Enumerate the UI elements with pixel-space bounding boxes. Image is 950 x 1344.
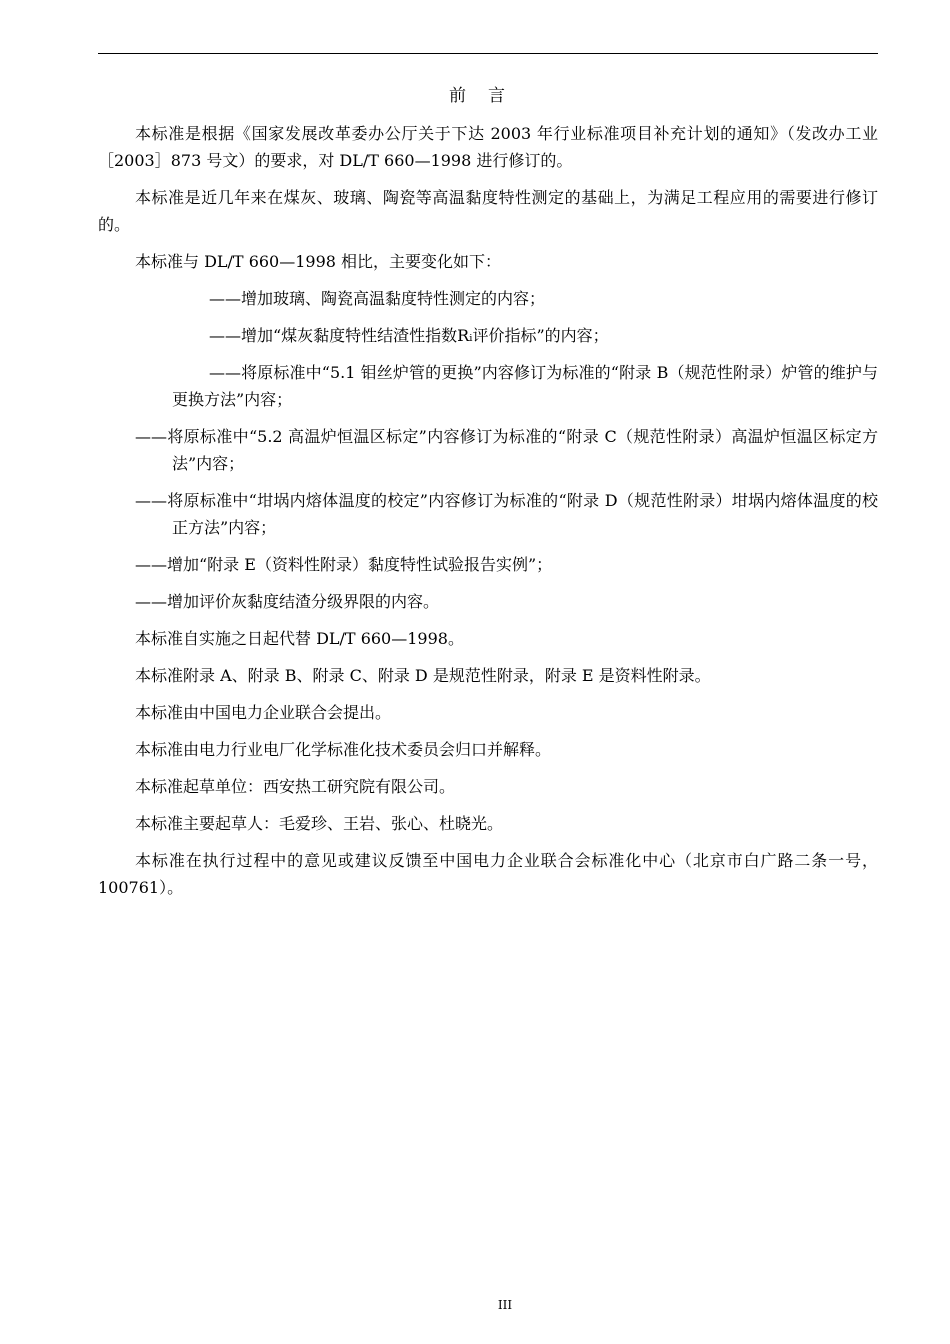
- paragraph-drafters: 本标准主要起草人：毛爱珍、王岩、张心、杜晓光。: [135, 814, 504, 833]
- paragraph-changes-intro: 本标准与 DL/T 660—1998 相比，主要变化如下：: [135, 252, 502, 271]
- change-item-grading-limits: ——增加评价灰黏度结渣分级界限的内容。: [135, 592, 440, 611]
- header-rule: [98, 53, 878, 54]
- change-item-appendix-d: ——将原标准中“坩埚内熔体温度的校定”内容修订为标准的“附录 D（规范性附录）坩埚内熔体温度的校正方法”内容；: [135, 491, 878, 537]
- section-title: 前言: [449, 86, 527, 106]
- foreword-body: [98, 120, 878, 911]
- paragraph-appendices: 本标准附录 A、附录 B、附录 C、附录 D 是规范性附录，附录 E 是资料性附录。: [135, 666, 711, 685]
- paragraph-feedback: 本标准在执行过程中的意见或建议反馈至中国电力企业联合会标准化中心（北京市白广路二条一号，100761）。: [98, 851, 878, 897]
- change-item-appendix-b: ——将原标准中“5.1 钼丝炉管的更换”内容修订为标准的“附录 B（规范性附录）炉管的维护与更换方法”内容；: [172, 363, 878, 409]
- paragraph-supersedes: 本标准自实施之日起代替 DL/T 660—1998。: [135, 629, 464, 648]
- change-item-glass-ceramic: ——增加玻璃、陶瓷高温黏度特性测定的内容；: [209, 289, 546, 308]
- paragraph-purpose: 本标准是近几年来在煤灰、玻璃、陶瓷等高温黏度特性测定的基础上，为满足工程应用的需要进行修订的。: [98, 188, 878, 234]
- change-item-slagging-index: ——增加“煤灰黏度特性结渣性指数Rᵢ评价指标”的内容；: [209, 326, 609, 345]
- change-item-appendix-e: ——增加“附录 E（资料性附录）黏度特性试验报告实例”；: [135, 555, 553, 574]
- paragraph-drafting-unit: 本标准起草单位：西安热工研究院有限公司。: [135, 777, 456, 796]
- page-number: III: [497, 1298, 513, 1312]
- paragraph-committee: 本标准由电力行业电厂化学标准化技术委员会归口并解释。: [135, 740, 552, 759]
- change-item-appendix-c: ——将原标准中“5.2 高温炉恒温区标定”内容修订为标准的“附录 C（规范性附录）高温炉恒温区标定方法”内容；: [135, 427, 878, 473]
- paragraph-proposer: 本标准由中国电力企业联合会提出。: [135, 703, 392, 722]
- paragraph-basis: 本标准是根据《国家发展改革委办公厅关于下达 2003 年行业标准项目补充计划的通知》（发改办工业［2003］873 号文）的要求，对 DL/T 660—1998 进行修订的。: [98, 124, 878, 170]
